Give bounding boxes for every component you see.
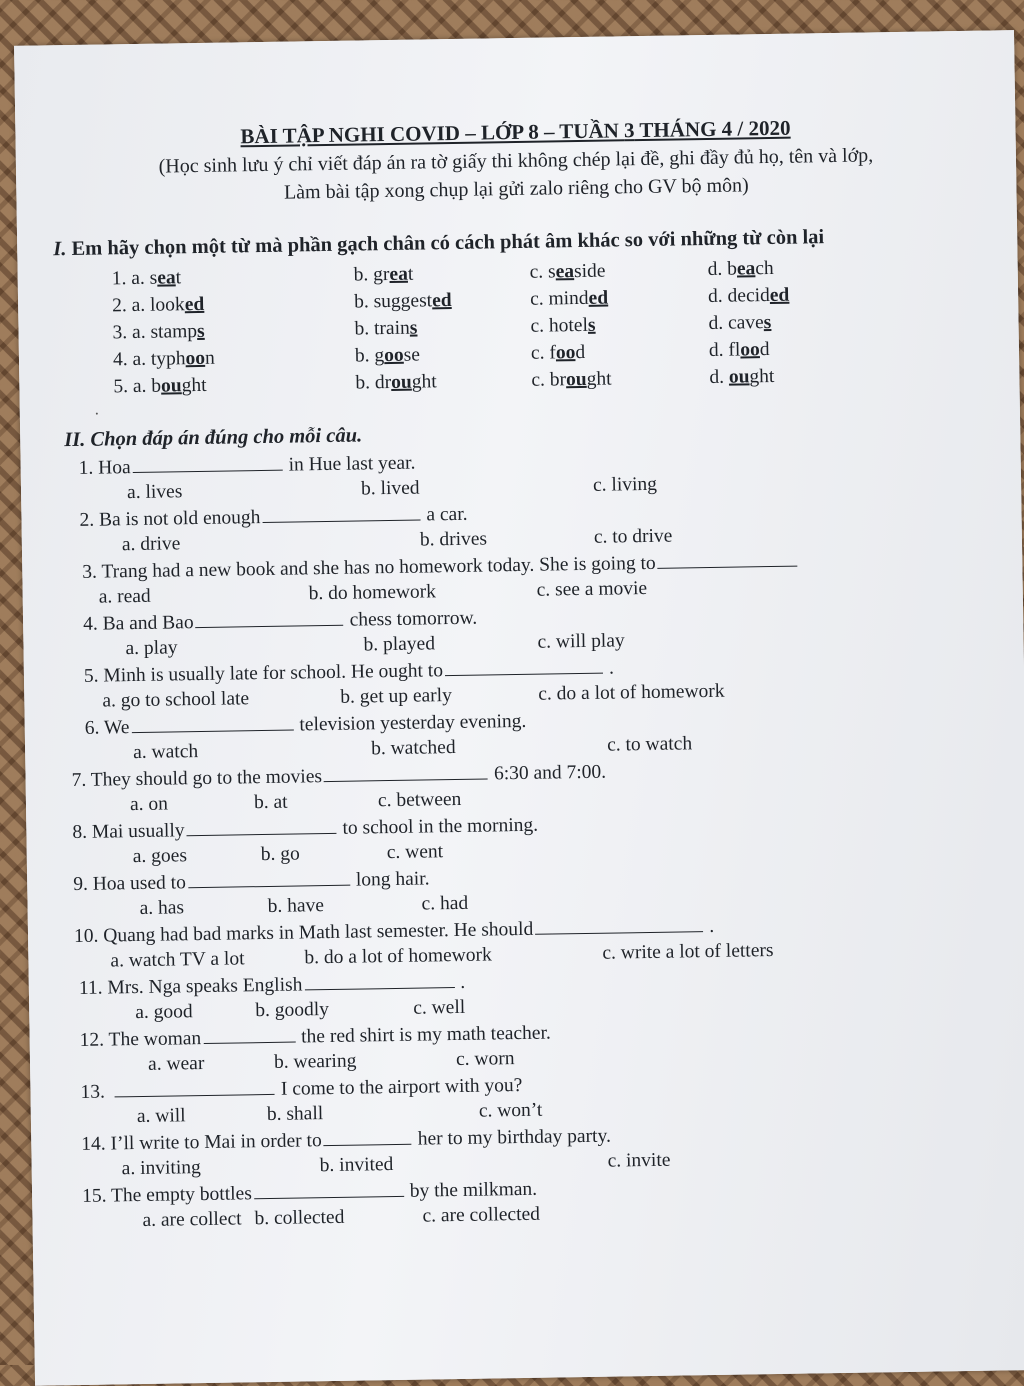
underlined-part: oo [555, 342, 576, 364]
question-stem [73, 867, 430, 896]
answer-option-a: a. go to school late [102, 688, 250, 712]
question-stem [84, 657, 614, 688]
answer-option-c: c. won’t [478, 1099, 543, 1122]
answer-blank[interactable] [304, 971, 454, 990]
pronunciation-option: b. drought [355, 371, 437, 394]
answer-option-b: b. played [363, 633, 436, 656]
answer-option-b: b. have [267, 895, 325, 917]
pronunciation-option: c. brought [531, 368, 612, 391]
question-text: 15. The empty bottles [81, 1183, 252, 1207]
answer-option-a: a. inviting [121, 1157, 201, 1180]
answer-option-c: c. worn [455, 1048, 515, 1071]
question-text: 9. Hoa used to [73, 872, 187, 896]
question-stem [83, 607, 477, 636]
answer-option-a: a. goes [132, 845, 188, 868]
question-text-end: long hair. [355, 868, 430, 891]
worksheet-title: BÀI TẬP NGHI COVID – LỚP 8 – TUẦN 3 THÁNG 4 / 2020 [240, 115, 791, 149]
question-stem [71, 761, 606, 792]
answer-option-b: b. get up early [340, 685, 453, 708]
answer-blank[interactable] [186, 817, 336, 836]
answer-option-b: b. wearing [273, 1050, 357, 1073]
underlined-part: ed [588, 287, 609, 309]
answer-option-a: a. read [98, 585, 151, 608]
pronunciation-option: d. decided [707, 284, 790, 307]
answer-option-c: c. invite [607, 1149, 671, 1172]
answer-option-b: b. do homework [308, 581, 437, 605]
underlined-part: ou [565, 368, 587, 391]
question-stem [81, 1125, 611, 1156]
question-text-end: 6:30 and 7:00. [493, 761, 607, 785]
question-stem [80, 1074, 522, 1104]
pronunciation-option: d. ought [709, 365, 775, 388]
pronunciation-option: 1. a. seat [111, 267, 182, 290]
underlined-part: ea [736, 258, 756, 280]
answer-blank[interactable] [254, 1180, 404, 1199]
answer-option-b: b. do a lot of homework [304, 944, 492, 969]
answer-option-c: c. see a movie [536, 577, 648, 601]
underlined-part: ou [728, 366, 750, 388]
answer-option-a: a. drive [121, 533, 181, 556]
underlined-part: ou [390, 371, 412, 393]
question-text-end: television yesterday evening. [299, 710, 527, 736]
answer-option-a: a. are collect [142, 1208, 242, 1231]
pronunciation-option: c. food [530, 341, 586, 364]
underlined-part: ou [160, 375, 182, 397]
answer-option-a: a. wear [147, 1052, 205, 1075]
underlined-part: oo [384, 344, 404, 367]
pronunciation-option: b. trains [354, 317, 418, 340]
answer-option-a: a. play [125, 637, 178, 660]
answer-option-c: c. to drive [593, 525, 673, 548]
answer-option-a: a. watch [133, 741, 199, 764]
instruction-line-1: (Học sinh lưu ý chỉ viết đáp án ra tờ giấy thi không chép lại đề, ghi đầy đủ họ, tên và lớp, [158, 144, 874, 178]
pronunciation-option: d. caves [708, 311, 772, 334]
underlined-part: ed [431, 290, 452, 312]
question-stem [80, 1022, 551, 1052]
answer-blank[interactable] [657, 550, 797, 569]
answer-blank[interactable] [203, 1026, 295, 1044]
answer-option-b: b. watched [370, 737, 456, 760]
pronunciation-option: b. goose [354, 344, 421, 367]
question-stem [72, 814, 538, 844]
question-text: 7. They should go to the movies [71, 766, 323, 792]
question-text-end: the red shirt is my math teacher. [300, 1022, 551, 1048]
pronunciation-option: b. suggested [353, 290, 452, 313]
answer-blank[interactable] [324, 1128, 412, 1146]
question-text-end: . [460, 971, 466, 993]
question-text-end: . [608, 657, 615, 679]
underlined-part: ed [184, 293, 205, 316]
question-stem [82, 1178, 537, 1208]
answer-option-a: a. on [129, 793, 169, 816]
underlined-part: s [763, 311, 772, 334]
underlined-part: ed [769, 284, 790, 307]
pronunciation-option: c. seaside [529, 260, 606, 283]
question-text-end: in Hue last year. [288, 452, 416, 476]
answer-blank[interactable] [535, 915, 703, 935]
stray-mark [96, 413, 98, 415]
answer-option-b: b. goodly [255, 999, 330, 1022]
question-text: 1. Hoa [78, 457, 131, 479]
question-text-end: a car. [426, 503, 468, 526]
answer-blank[interactable] [115, 1078, 275, 1098]
pronunciation-option: c. minded [529, 287, 609, 310]
question-text: 14. I’ll write to Mai in order to [81, 1130, 322, 1155]
answer-option-b: b. collected [254, 1206, 345, 1230]
section-1-heading: I. Em hãy chọn một từ mà phần gạch chân có cách phát âm khác so với những từ còn lại [53, 226, 825, 261]
underlined-part: s [409, 317, 418, 339]
underlined-part: oo [740, 339, 761, 361]
answer-blank[interactable] [133, 454, 283, 473]
underlined-part: ea [389, 263, 409, 285]
question-text-end: her to my birthday party. [417, 1125, 612, 1150]
answer-option-b: b. invited [319, 1154, 394, 1177]
answer-blank[interactable] [188, 869, 350, 889]
question-stem [79, 503, 467, 532]
answer-option-a: a. will [136, 1105, 186, 1128]
question-text-end: . [709, 915, 715, 938]
question-stem [79, 452, 416, 480]
answer-option-b: b. lived [360, 477, 420, 500]
question-stem [79, 971, 466, 1000]
pronunciation-option: d. flood [708, 339, 770, 361]
question-text: 2. Ba is not old enough [79, 507, 261, 531]
pronunciation-option: 4. a. typhoon [112, 347, 215, 371]
pronunciation-option: b. great [353, 263, 414, 286]
answer-option-b: b. go [260, 843, 300, 866]
answer-option-b: b. shall [266, 1103, 324, 1126]
answer-option-a: a. lives [126, 481, 183, 504]
answer-option-c: c. had [421, 892, 469, 915]
underlined-part: s [587, 314, 596, 336]
answer-option-c: c. do a lot of homework [538, 680, 725, 705]
underlined-part: ea [157, 267, 176, 289]
answer-option-b: b. at [253, 791, 288, 814]
answer-option-a: a. has [139, 897, 185, 919]
pronunciation-option: 2. a. looked [111, 293, 205, 317]
pronunciation-option: 3. a. stamps [112, 320, 205, 344]
pronunciation-option: d. beach [707, 257, 774, 280]
question-text-end: I come to the airport with you? [280, 1074, 523, 1100]
question-text: 3. Trang had a new book and she has no homework today. She is going to [82, 552, 656, 583]
question-stem [82, 550, 804, 584]
answer-blank[interactable] [324, 763, 488, 783]
question-text: 6. We [84, 717, 130, 739]
answer-blank[interactable] [195, 609, 343, 628]
pronunciation-option: c. hotels [530, 314, 596, 337]
question-text: 12. The woman [79, 1028, 202, 1051]
answer-blank[interactable] [445, 657, 603, 676]
answer-option-c: c. went [386, 841, 444, 864]
answer-option-c: c. between [377, 788, 462, 812]
answer-blank[interactable] [131, 714, 293, 734]
question-text: 5. Minh is usually late for school. He ought to [83, 660, 444, 687]
question-text: 4. Ba and Bao [82, 612, 194, 635]
question-text: 13. [80, 1081, 106, 1103]
answer-blank[interactable] [262, 504, 420, 523]
answer-option-b: b. drives [419, 528, 488, 551]
question-stem [85, 710, 527, 740]
worksheet-paper [14, 30, 1024, 1386]
answer-option-c: c. are collected [422, 1203, 541, 1227]
answer-option-c: c. will play [537, 630, 625, 653]
question-text-end: by the milkman. [409, 1178, 538, 1202]
pronunciation-option: 5. a. bought [113, 374, 207, 398]
instruction-line-2: Làm bài tập xong chụp lại gửi zalo riêng cho GV bộ môn) [283, 174, 749, 204]
section-2-heading: II. Chọn đáp án đúng cho mỗi câu. [64, 424, 363, 452]
answer-option-a: a. good [135, 1001, 193, 1024]
answer-option-c: c. living [592, 473, 658, 496]
underlined-part: ea [555, 261, 575, 283]
question-text-end: to school in the morning. [342, 814, 539, 839]
answer-option-c: c. to watch [606, 733, 693, 756]
answer-option-c: c. write a lot of letters [602, 940, 774, 964]
question-text: 10. Quang had bad marks in Math last semester. He should [73, 918, 534, 948]
question-text-end: chess tomorrow. [349, 607, 478, 631]
question-text: 11. Mrs. Nga speaks English [78, 974, 303, 999]
underlined-part: s [196, 320, 205, 343]
question-text: 8. Mai usually [72, 820, 185, 844]
underlined-part: oo [185, 347, 206, 370]
answer-option-a: a. watch TV a lot [110, 948, 245, 972]
answer-option-c: c. well [413, 996, 466, 1019]
